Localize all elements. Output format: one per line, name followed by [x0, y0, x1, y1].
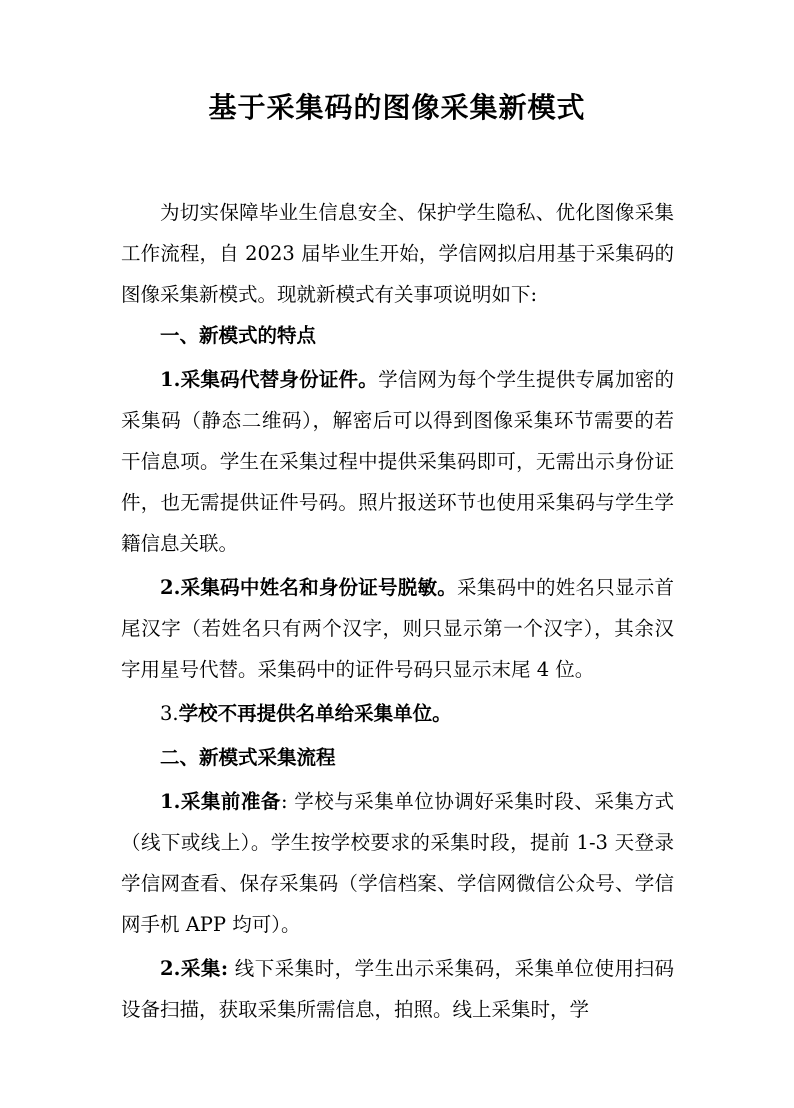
- section2-item1-text: : 学校与采集单位协调好采集时段、采集方式（线下或线上）。学生按学校要求的采集时段，提前 1-3 天登录学信网查看、保存采集码（学信档案、学信网微信公众号、学信网手机 APP 均可）。: [121, 790, 674, 936]
- section2-item1-lead: 1.采集前准备: [160, 790, 281, 813]
- section1-item1: [121, 359, 674, 564]
- section2-item2: [121, 948, 674, 1030]
- section1-item1-text: 学信网为每个学生提供专属加密的采集码（静态二维码），解密后可以得到图像采集环节需要的若干信息项。学生在采集过程中提供采集码即可，无需出示身份证件，也无需提供证件号码。照片报送环节也使用采集码与学生学籍信息关联。: [121, 368, 674, 555]
- section1-item2: [121, 567, 674, 690]
- section1-item2-lead: 2.采集码中姓名和身份证号脱敏。: [160, 576, 458, 599]
- section1-item2-text: 采集码中的姓名只显示首尾汉字（若姓名只有两个汉字，则只显示第一个汉字），其余汉字用星号代替。采集码中的证件号码只显示末尾 4 位。: [121, 576, 674, 681]
- section1-item3-lead: 学校不再提供名单给采集单位。: [178, 702, 452, 725]
- document-title: 基于采集码的图像采集新模式: [208, 91, 586, 124]
- section1-item3-num: 3.: [160, 702, 179, 725]
- section2-item1: [121, 781, 674, 945]
- section2-heading: 二、新模式采集流程: [160, 746, 336, 769]
- intro-paragraph: 为切实保障毕业生信息安全、保护学生隐私、优化图像采集工作流程，自 2023 届毕业生开始，学信网拟启用基于采集码的图像采集新模式。现就新模式有关事项说明如下:: [121, 201, 674, 306]
- section2-item2-text: 线下采集时，学生出示采集码，采集单位使用扫码设备扫描，获取采集所需信息，拍照。线上采集时，学: [121, 957, 674, 1021]
- document-body: [121, 192, 674, 1030]
- section2-item2-lead: 2.采集:: [160, 957, 229, 980]
- section1-heading: 一、新模式的特点: [160, 324, 317, 347]
- section1-item3: [121, 693, 674, 734]
- section1-item1-lead: 1.采集码代替身份证件。: [160, 368, 379, 391]
